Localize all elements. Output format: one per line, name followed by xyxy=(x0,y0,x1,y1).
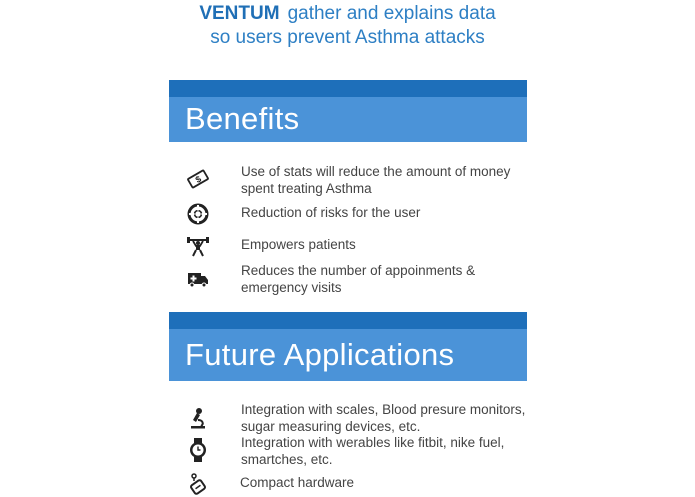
lifebuoy-icon xyxy=(186,202,210,226)
headline-line-2: so users prevent Asthma attacks xyxy=(210,27,485,48)
weightlifter-icon xyxy=(186,234,210,258)
money-icon xyxy=(186,167,210,191)
watch-icon xyxy=(186,438,210,462)
headline-line-1 xyxy=(0,2,695,26)
ambulance-icon xyxy=(186,266,210,290)
future-title: Future Applications xyxy=(185,337,455,372)
headline-text-1: gather and explains data xyxy=(287,3,496,24)
future-text: Compact hardware xyxy=(240,475,355,490)
benefits-title: Benefits xyxy=(185,101,300,136)
benefit-text: Empowers patients xyxy=(241,237,356,252)
svg-text:$: $ xyxy=(193,173,203,186)
benefits-header xyxy=(169,80,527,142)
benefits-header-bar xyxy=(169,80,527,97)
benefit-text: Reduces the number of appoinments & emergency visits xyxy=(241,263,476,295)
microscope-icon xyxy=(186,406,210,430)
future-header xyxy=(169,312,527,381)
brand-name: VENTUM xyxy=(199,3,280,24)
benefits-header-panel xyxy=(169,97,527,142)
future-text: Integration with scales, Blood presure monitors, sugar measuring devices, etc. xyxy=(241,402,526,434)
future-header-panel xyxy=(169,329,527,381)
future-text: Integration with werables like fitbit, nike fuel, smartches, etc. xyxy=(241,435,505,467)
headline xyxy=(0,2,695,50)
benefit-text: Reduction of risks for the user xyxy=(241,205,421,220)
benefit-text: Use of stats will reduce the amount of money spent treating Asthma xyxy=(241,164,511,196)
future-header-bar xyxy=(169,312,527,329)
hardware-icon xyxy=(186,473,210,497)
